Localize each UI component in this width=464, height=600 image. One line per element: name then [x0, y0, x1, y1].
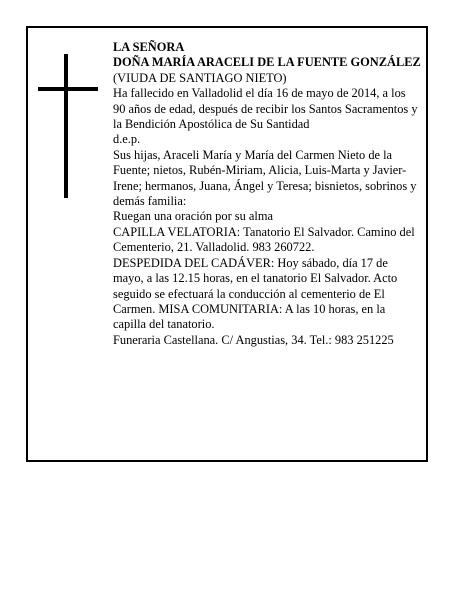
- notice-title: LA SEÑORA: [113, 40, 185, 54]
- widow-of-line: (VIUDA DE SANTIAGO NIETO): [113, 70, 287, 85]
- obituary-text: [113, 40, 421, 348]
- rip-line: d.e.p.: [113, 132, 141, 147]
- cross-icon: [38, 54, 98, 198]
- chapel-info: CAPILLA VELATORIA: Tanatorio El Salvador. Camino del Cementerio, 21. Valladolid. 983 260722.: [113, 224, 415, 255]
- cross-horizontal-bar: [38, 87, 98, 91]
- death-announcement: Ha fallecido en Valladolid el día 16 de mayo de 2014, a los 90 años de edad, después de recibir los Santos Sacramentos y la Bendición Apostólica de Su Santidad: [113, 86, 418, 132]
- cross-vertical-bar: [64, 54, 68, 198]
- prayer-request: Ruegan una oración por su alma: [113, 209, 273, 224]
- family-list: Sus hijas, Araceli María y María del Carmen Nieto de la Fuente; nietos, Rubén-Miriam, Alicia, Luis-Marta y Javier-Irene; hermanos, Juana, Ángel y Teresa; bisnietos, sobrinos y demás familia:: [113, 147, 417, 209]
- funeral-home-info: Funeraria Castellana. C/ Angustias, 34. Tel.: 983 251225: [113, 332, 394, 347]
- farewell-info: DESPEDIDA DEL CADÁVER: Hoy sábado, día 17 de mayo, a las 12.15 horas, en el tanatorio El Salvador. Acto seguido se efectuará la conducción al cementerio de El Carmen. MISA COMUNITARIA: A las 10 horas, en la capilla del tanatorio.: [113, 255, 398, 332]
- deceased-name: DOÑA MARÍA ARACELI DE LA FUENTE GONZÁLEZ: [113, 55, 421, 70]
